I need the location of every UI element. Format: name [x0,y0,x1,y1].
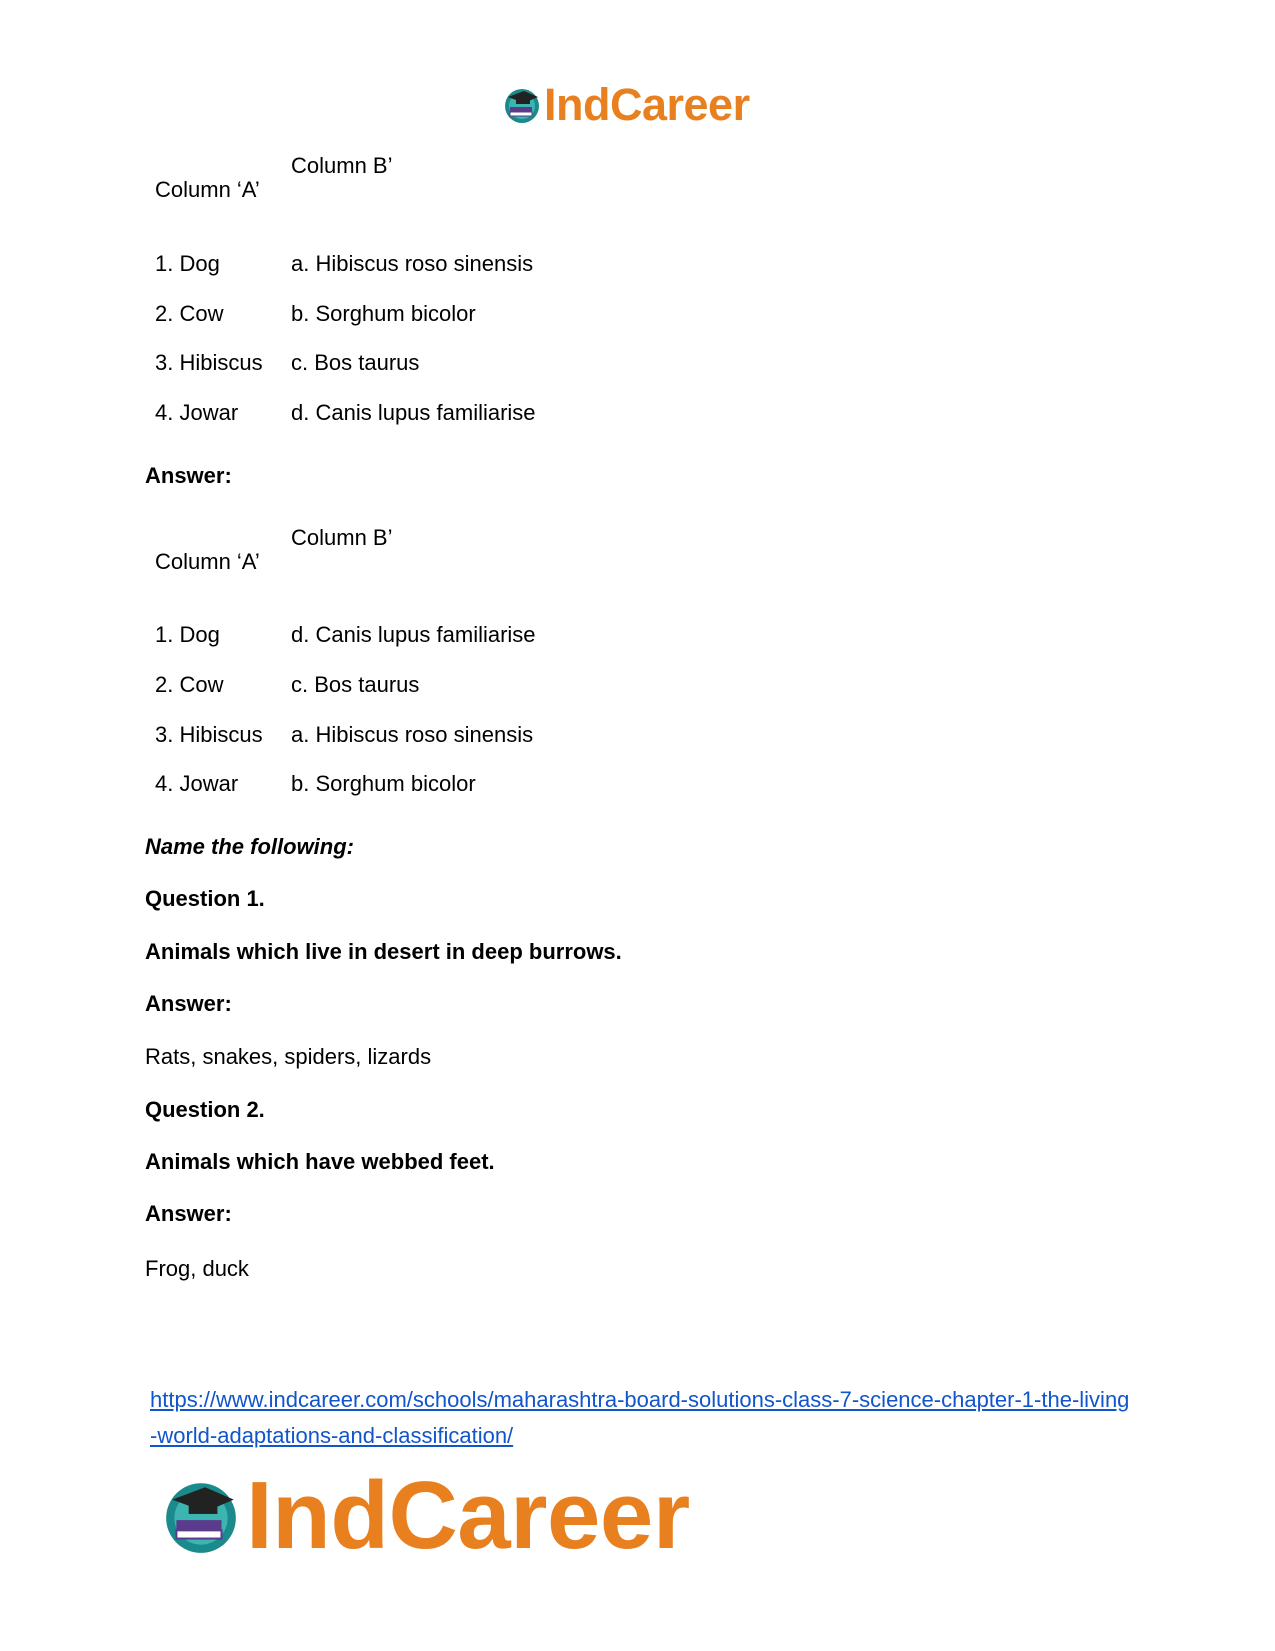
table1-row-2-a: 2. Cow [155,301,224,326]
question-2-answer-label: Answer: [145,1201,232,1226]
question-1-answer-label: Answer: [145,991,232,1016]
question-1-answer: Rats, snakes, spiders, lizards [145,1044,432,1069]
table1-row-4-b: d. Canis lupus familiarise [291,400,536,425]
table2-header-a: Column ‘A’ [155,549,260,574]
brand-name-footer: IndCareer [246,1462,690,1569]
graduation-cap-globe-books-icon [160,1475,242,1557]
header-logo [502,79,750,130]
table1-row-4-a: 4. Jowar [155,400,239,425]
table1-row-1-b: a. Hibiscus roso sinensis [291,251,534,276]
table2-row-2-b: c. Bos taurus [291,672,420,697]
table2-row-4-b: b. Sorghum bicolor [291,771,476,796]
graduation-cap-globe-books-icon [502,85,542,125]
source-link[interactable]: https://www.indcareer.com/schools/maharashtra-board-solutions-class-7-science-chapter-1-the-living-world-adaptations-and-classification/ [150,1387,1130,1448]
table1-header-a: Column ‘A’ [155,177,260,202]
table1-header-b: Column B’ [291,153,393,178]
question-2-answer: Frog, duck [145,1256,249,1281]
question-2-text: Animals which have webbed feet. [145,1149,495,1174]
table1-row-3-a: 3. Hibiscus [155,350,263,375]
footer-logo [160,1462,690,1569]
brand-name: IndCareer [544,79,750,130]
table1-row-2-b: b. Sorghum bicolor [291,301,476,326]
table2-row-4-a: 4. Jowar [155,771,239,796]
table2-row-2-a: 2. Cow [155,672,224,697]
table1-row-3-b: c. Bos taurus [291,350,420,375]
answer-label: Answer: [145,463,232,488]
question-1-text: Animals which live in desert in deep burrows. [145,939,622,964]
table1-row-1-a: 1. Dog [155,251,220,276]
table2-row-3-a: 3. Hibiscus [155,722,263,747]
question-1-label: Question 1. [145,886,265,911]
table2-row-1-a: 1. Dog [155,622,220,647]
section-title: Name the following: [145,834,354,859]
table2-row-1-b: d. Canis lupus familiarise [291,622,536,647]
table2-row-3-b: a. Hibiscus roso sinensis [291,722,534,747]
table2-header-b: Column B’ [291,525,393,550]
question-2-label: Question 2. [145,1097,265,1122]
